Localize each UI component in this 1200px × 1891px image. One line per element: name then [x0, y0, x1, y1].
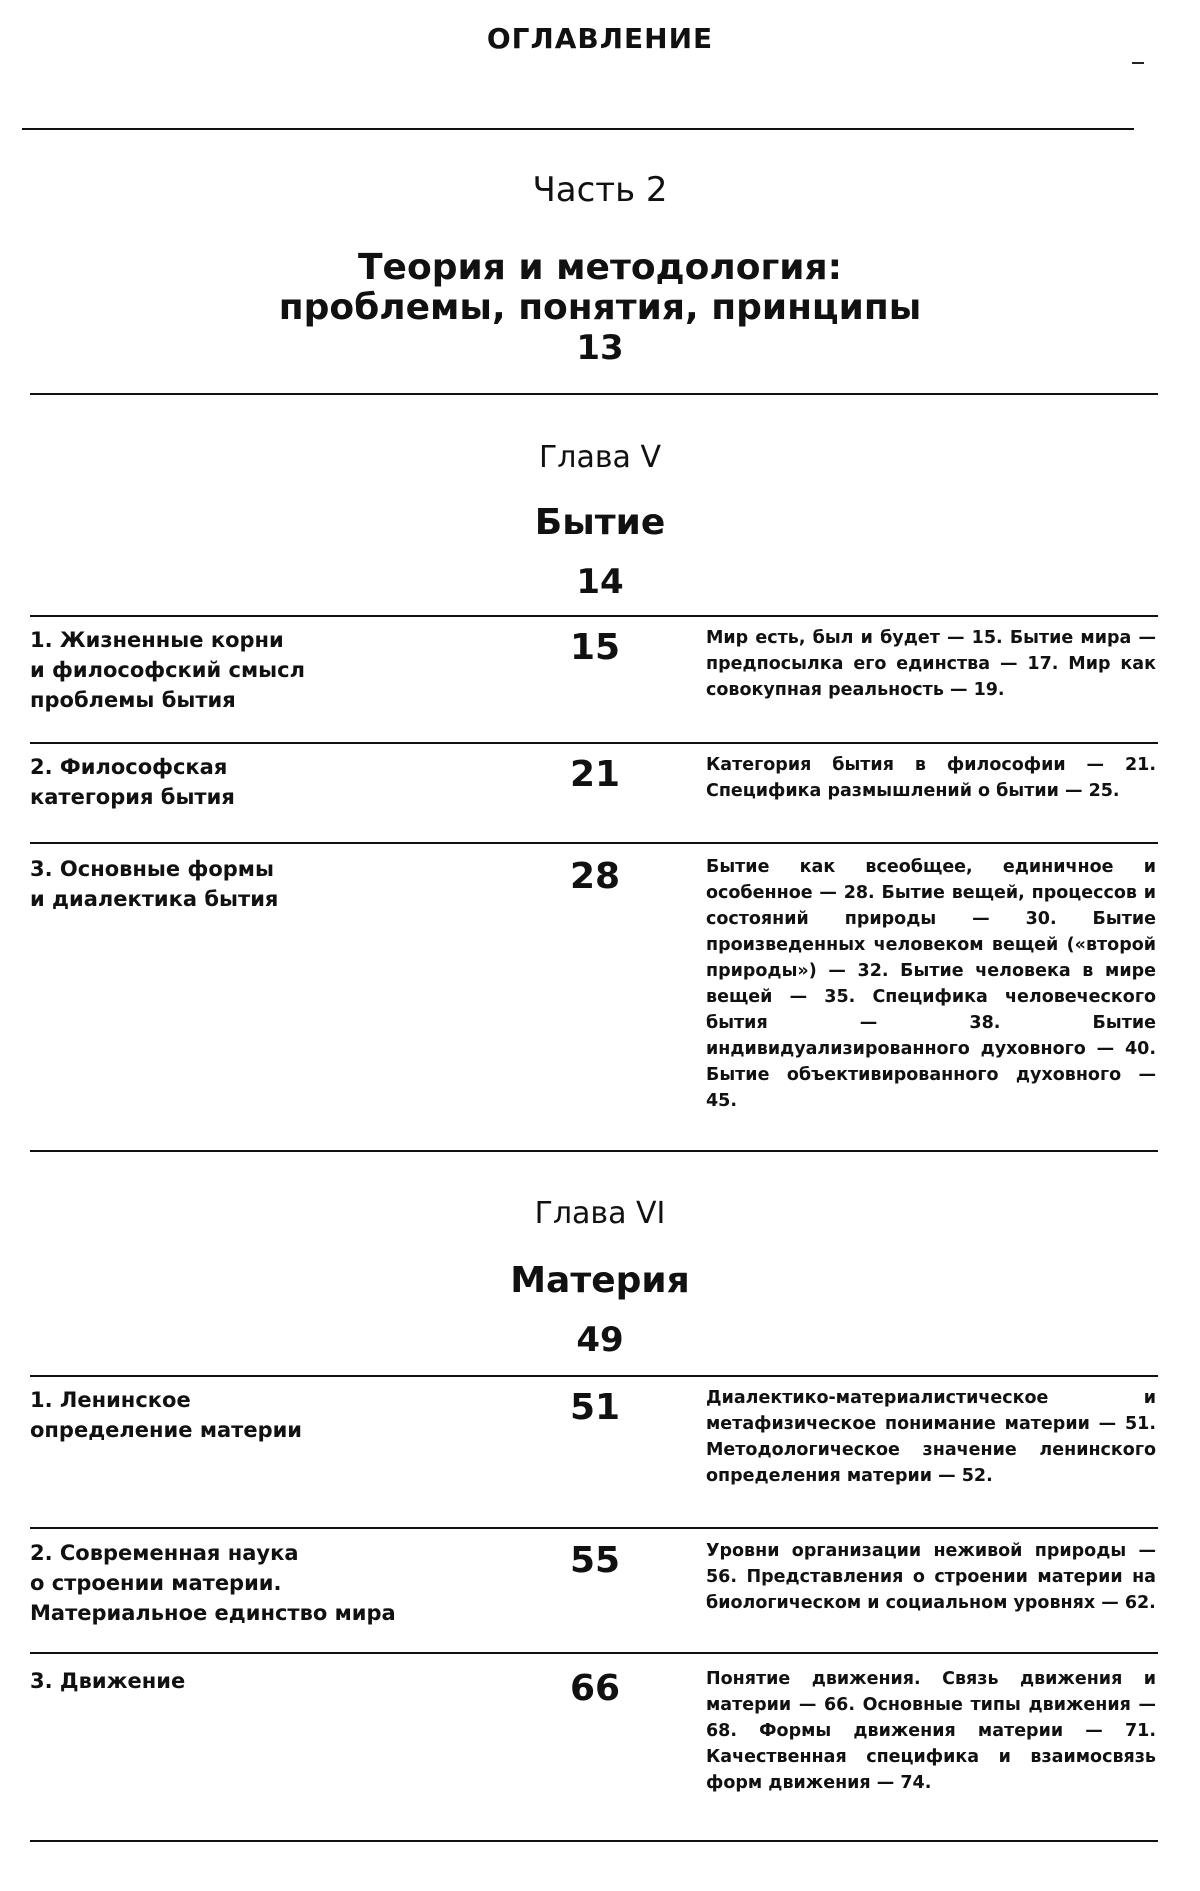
section-page-number: 66 — [570, 1668, 621, 1709]
section-page-number: 28 — [570, 856, 621, 897]
corner-dash-mark — [1132, 62, 1144, 64]
chapter-6-heading — [0, 1196, 1200, 1231]
chapter-page-number: 49 — [576, 1320, 624, 1360]
chapter-label: Глава V — [539, 440, 661, 475]
part-label: Часть 2 — [532, 170, 668, 210]
header-rule — [22, 128, 1134, 130]
section-page-number: 21 — [570, 754, 621, 795]
chapter-5-heading — [0, 440, 1200, 475]
row-rule — [30, 1652, 1158, 1654]
part-title-block — [0, 248, 1200, 368]
section-page-number: 15 — [570, 627, 621, 668]
section-page-number: 55 — [570, 1540, 621, 1581]
chapter-5-page-block — [0, 562, 1200, 602]
page-header-title: ОГЛАВЛЕНИЕ — [486, 22, 714, 55]
part-title-line1: Теория и методология: — [358, 247, 842, 288]
row-rule — [30, 1527, 1158, 1529]
section-title[interactable]: 3. Основные формы и диалектика бытия — [30, 857, 279, 911]
section-description: Мир есть, был и будет — 15. Бытие мира — предпосылка его единства — 17. Мир как совокупная реальность — 19. — [706, 628, 1156, 700]
section-title[interactable]: 3. Движение — [30, 1669, 186, 1693]
chapter-title: Бытие — [534, 502, 666, 543]
part-heading — [0, 170, 1200, 210]
chapter-5-title-block — [0, 502, 1200, 543]
chapter-6-page-block — [0, 1320, 1200, 1360]
section-description: Уровни организации неживой природы — 56. Представления о строении материи на биологическом и социальном уровнях — 62. — [706, 1541, 1156, 1613]
chapter-6-rule — [30, 1375, 1158, 1377]
section-title[interactable]: 2. Философская категория бытия — [30, 755, 235, 809]
section-title[interactable]: 1. Ленинское определение материи — [30, 1388, 303, 1442]
part-title-line2: проблемы, понятия, принципы — [278, 287, 922, 328]
section-description: Категория бытия в философии — 21. Специфика размышлений о бытии — 25. — [706, 755, 1156, 801]
chapter-title: Материя — [510, 1260, 690, 1301]
section-title[interactable]: 2. Современная наука о строении материи. Материальное единство мира — [30, 1541, 396, 1625]
chapter-label: Глава VI — [534, 1196, 666, 1231]
section-description: Диалектико-материалистическое и метафизическое понимание материи — 51. Методологическое значение ленинского определения материи — 52. — [706, 1388, 1156, 1486]
section-page-number: 51 — [570, 1387, 621, 1428]
chapter-page-number: 14 — [576, 562, 624, 602]
row-rule — [30, 842, 1158, 844]
part-page-number: 13 — [576, 328, 624, 368]
row-rule — [30, 742, 1158, 744]
chapter-5-rule — [30, 615, 1158, 617]
part-rule — [30, 393, 1158, 395]
chapter-6-title-block — [0, 1260, 1200, 1301]
section-description: Понятие движения. Связь движения и материи — 66. Основные типы движения — 68. Формы движения материи — 71. Качественная специфика и взаимосвязь форм движения — 74. — [706, 1669, 1156, 1793]
row-rule — [30, 1150, 1158, 1152]
section-title[interactable]: 1. Жизненные корни и философский смысл проблемы бытия — [30, 628, 305, 712]
footer-rule — [30, 1840, 1158, 1842]
section-description: Бытие как всеобщее, единичное и особенное — 28. Бытие вещей, процессов и состояний природы — 30. Бытие произведенных человеком вещей («второй природы») — 32. Бытие человека в мире вещей — 35. Специфика человеческого бытия — 38. Бытие индивидуализированного духовного — 40. Бытие объективированного духовного — 45. — [706, 857, 1156, 1111]
